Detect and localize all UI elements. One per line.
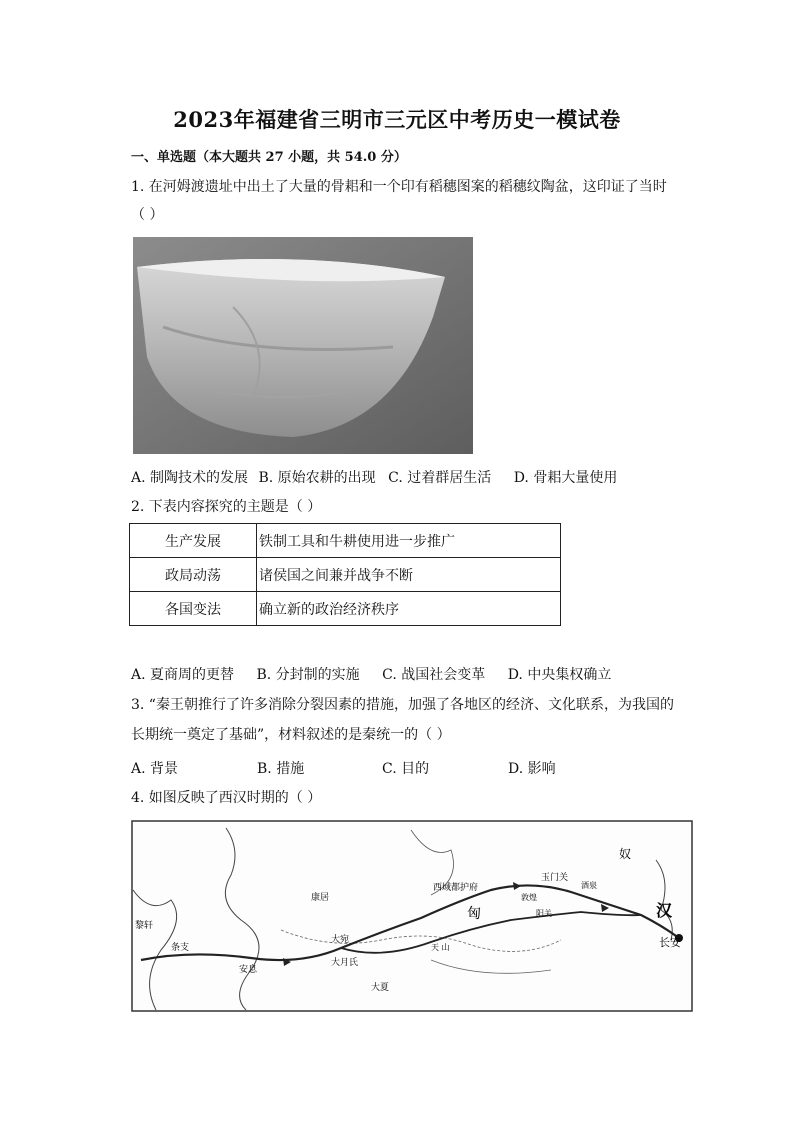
map-label-changan: 长安 xyxy=(659,936,681,949)
pottery-basin-photo xyxy=(133,237,473,454)
q2-option-d[interactable]: D. 中央集权确立 xyxy=(507,667,612,683)
table-row xyxy=(130,524,561,558)
q1-option-c[interactable]: C. 过着群居生活 xyxy=(388,470,492,486)
table-cell: 政局动荡 xyxy=(130,558,257,592)
q3-option-a[interactable]: A. 背景 xyxy=(131,761,179,777)
map-label-tiaozhi: 条支 xyxy=(171,943,190,953)
table-cell: 诸侯国之间兼并战争不断 xyxy=(257,558,561,592)
section-heading: 一、单选题（本大题共 27 小题，共 54.0 分） xyxy=(131,150,407,165)
table-cell: 各国变法 xyxy=(130,592,257,626)
map-label-daxia: 大夏 xyxy=(371,983,390,993)
q1-options xyxy=(131,467,617,487)
q2-stem: 2. 下表内容探究的主题是（ ） xyxy=(131,499,322,515)
table-cell: 确立新的政治经济秩序 xyxy=(257,592,561,626)
page-title: 2023年福建省三明市三元区中考历史一模试卷 xyxy=(173,107,621,132)
q2-option-b[interactable]: B. 分封制的实施 xyxy=(256,667,360,683)
map-label-tianshan: 天 山 xyxy=(431,943,450,952)
map-label-nu: 奴 xyxy=(619,847,632,861)
map-label-dunhuang: 敦煌 xyxy=(521,893,537,902)
q1-blank: （ ） xyxy=(131,207,164,223)
q2-options xyxy=(131,664,611,684)
map-label-kangju: 康居 xyxy=(311,893,330,903)
q4-stem: 4. 如图反映了西汉时期的（ ） xyxy=(131,790,322,806)
q1-option-a[interactable]: A. 制陶技术的发展 xyxy=(131,470,249,486)
map-label-yumenguan: 玉门关 xyxy=(541,873,569,883)
q3-options xyxy=(131,758,691,778)
q3-option-c[interactable]: C. 目的 xyxy=(382,761,430,777)
q3-option-b[interactable]: B. 措施 xyxy=(257,761,305,777)
q1-option-d[interactable]: D. 骨耜大量使用 xyxy=(513,470,618,486)
silk-road-map xyxy=(131,820,693,1012)
q3-line2: 长期统一奠定了基础”，材料叙述的是秦统一的（ ） xyxy=(131,727,451,743)
map-label-dayue: 大月氏 xyxy=(331,958,359,968)
map-label-dayuan: 大宛 xyxy=(331,935,350,945)
map-label-xiyu: 西域都护府 xyxy=(433,883,479,893)
map-label-han: 汉 xyxy=(656,901,673,920)
map-label-anxi: 安息 xyxy=(239,965,258,975)
table-cell: 铁制工具和牛耕使用进一步推广 xyxy=(257,524,561,558)
table-cell: 生产发展 xyxy=(130,524,257,558)
map-label-xiongnu: 匈 xyxy=(467,906,481,922)
q2-table xyxy=(129,523,561,626)
map-label-jiuquan: 酒泉 xyxy=(581,881,597,890)
q2-option-a[interactable]: A. 夏商周的更替 xyxy=(131,667,235,683)
q3-option-d[interactable]: D. 影响 xyxy=(508,761,556,777)
map-label-lishu: 黎轩 xyxy=(135,921,154,931)
q3-line1: 3. “秦王朝推行了许多消除分裂因素的措施，加强了各地区的经济、文化联系，为我国的 xyxy=(131,697,674,713)
q2-option-c[interactable]: C. 战国社会变革 xyxy=(382,667,486,683)
map-label-yangguan: 阳关 xyxy=(536,909,552,918)
table-row xyxy=(130,558,561,592)
table-row xyxy=(130,592,561,626)
q1-option-b[interactable]: B. 原始农耕的出现 xyxy=(258,470,376,486)
q1-stem: 1. 在河姆渡遗址中出土了大量的骨耜和一个印有稻穗图案的稻穗纹陶盆，这印证了当时 xyxy=(131,179,667,195)
